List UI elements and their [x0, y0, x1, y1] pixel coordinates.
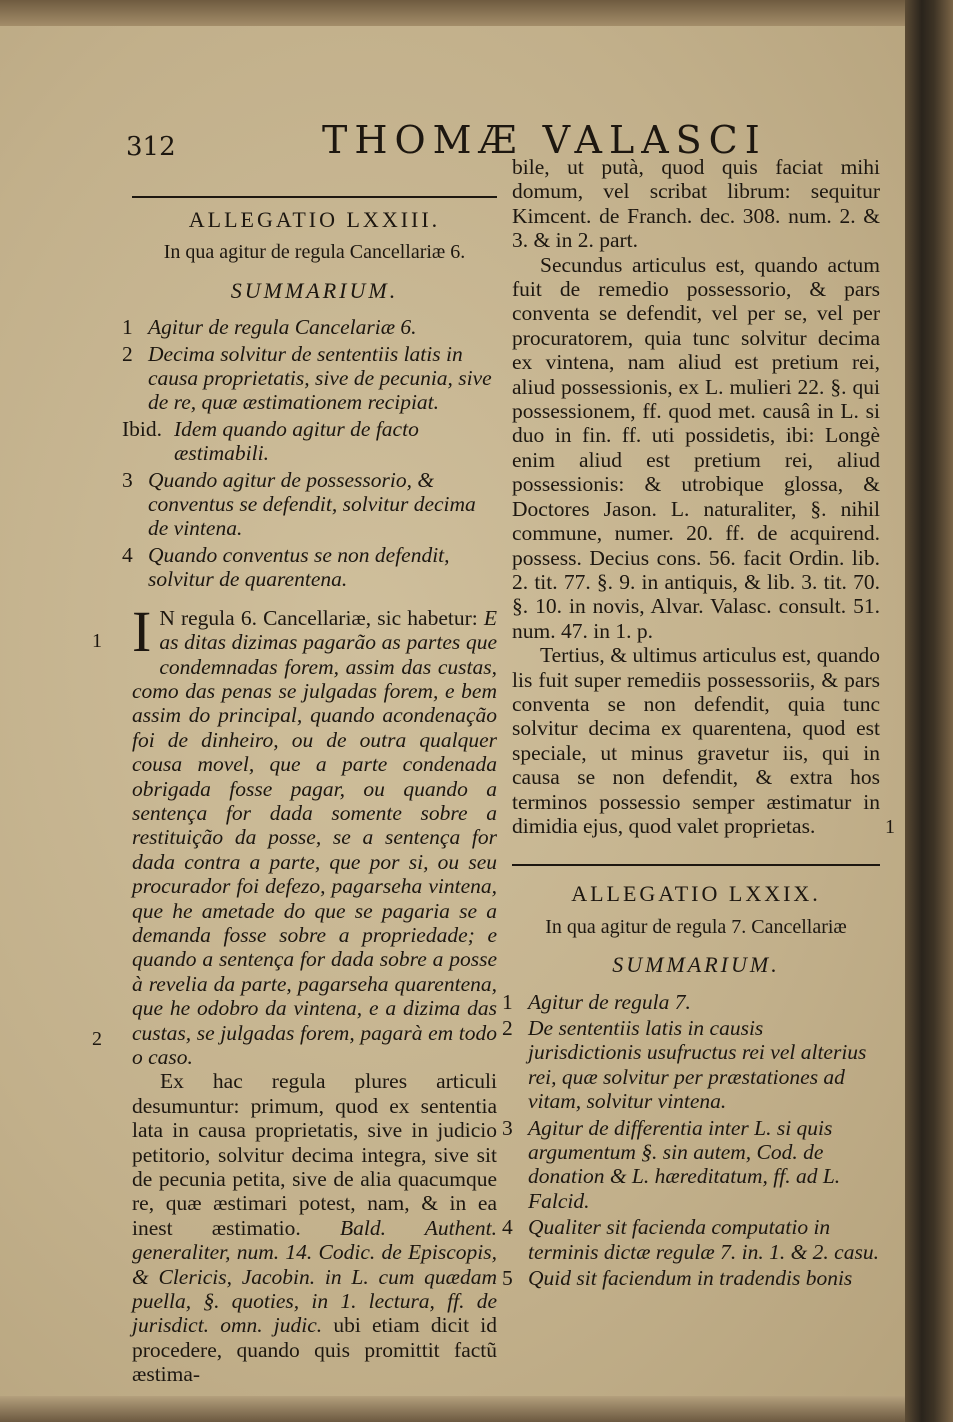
summary-item-text: De sententiis latis in causis jurisdictionis usufructus rei vel alterius rei, quæ solvitur per præstationes ad vitam, solvitur vintena. [528, 1016, 867, 1114]
summary-item [122, 542, 497, 592]
summary-item-number: 4 [122, 542, 133, 567]
paragraph-text: Ex hac regula plures articuli desumuntur: primum, quod ex sententia lata in causa proprietatis, sive in judicio petitorio, solvitur decima integra, sive sit de pecunia petita, sive de alia quacumque re, quæ æstimari potest, nam, & in ea inest æstimatio. [132, 1069, 497, 1240]
summary-item-text: Idem quando agitur de facto æstimabili. [174, 416, 419, 466]
summary-list [122, 315, 497, 592]
section-heading: ALLEGATIO LXXIX. [571, 881, 821, 907]
summary-item [122, 315, 497, 340]
summarium-title: SUMMARIUM. [230, 277, 399, 303]
summary-item-text: Quando agitur de possessorio, & conventus se defendit, solvitur decima de vintena. [148, 467, 476, 541]
summary-item-text: Agitur de regula 7. [528, 989, 691, 1014]
summary-item [502, 1115, 880, 1214]
divider-rule [132, 196, 497, 198]
page-bottom-edge [0, 1396, 905, 1422]
summarium-title: SUMMARIUM. [612, 952, 780, 978]
divider-rule [512, 864, 880, 866]
continuation-text: bile, ut putà, quod quis faciat mihi domum, vel scribat librum: sequitur Kimcent. de Franch. dec. 308. num. 2. & 3. & in 2. part. [512, 155, 880, 253]
summary-item [502, 1266, 880, 1291]
paragraph-secundus: Secundus articulus est, quando actum fuit de remedio possessorio, & pars conventa se defendit, vel per se, vel per procuratorem, quia tunc solvitur decima ex vintena, nam aliud est pretium rei, aliud possessionis, ex L. mulieri 22. §. qui possessionem, ff. quod met. causâ in L. si duo in fin. ff. uti possidetis, ibi: Longè enim aliud est pretium rei, aliud possessionis: & utrobique glossa, & Doctores Jason. L. naturaliter, §. nihil commune, numer. 20. ff. de acquirend. possess. Decius cons. 56. facit Ordin. lib. 2. tit. 77. §. 9. in antiquis, & lib. 3. tit. 70. §. 10. in novis, Alvar. Valasc. consult. 51. num. 47. in 1. p. [512, 252, 880, 643]
paragraph-regula [132, 598, 497, 1070]
summary-item [502, 1215, 880, 1264]
summary-item-number: 4 [502, 1215, 513, 1240]
summary-item [122, 416, 497, 466]
paragraph-tail: ubi etiam dicit id procedere, quando quis promittit factũ æstima- [132, 1313, 498, 1387]
summary-item-number: 3 [502, 1115, 513, 1140]
summary-item-text: Quando conventus se non defendit, solvitur de quarentena. [148, 542, 450, 592]
summary-item-number: 1 [502, 989, 513, 1014]
paragraph-tertius: Tertius, & ultimus articulus est, quando lis fuit super remediis possessoriis, & pars conventa se non defendit, quia tunc solvitur decima ex quarentena, quod est speciale, ut minus gravetur iis, qui in causa se non defendit, & extra hos terminos possessio semper æstimatur in dimidia ejus, quod valet proprietas. [512, 643, 880, 838]
page-number: 312 [126, 132, 176, 162]
paragraph-lead: N regula 6. Cancellariæ, sic habetur: [159, 605, 478, 630]
summary-item [502, 1016, 880, 1114]
section-subheading: In qua agitur de regula 7. Cancellariæ [545, 915, 847, 938]
summary-item-number: 3 [122, 467, 133, 492]
right-column [502, 155, 880, 1292]
summary-item-number: 5 [502, 1266, 513, 1291]
running-head: THOMÆ VALASCI [322, 118, 767, 162]
summary-item-text: Decima solvitur de sententiis latis in causa proprietatis, sive de pecunia, sive de re, quæ æstimationem recipiat. [148, 341, 492, 415]
citation: Bald. Authent. generaliter, num. 14. Codic. de Episcopis, & Clericis, Jacobin. in L. cum quædam puella, §. quoties, in 1. lectura, ff. de jurisdict. omn. judic. [132, 1215, 497, 1338]
left-column [122, 190, 498, 1387]
summary-item [122, 341, 497, 415]
page-top-edge [0, 0, 905, 26]
section-heading: ALLEGATIO LXXIII. [188, 207, 441, 232]
summary-item-number: Ibid. [122, 416, 163, 441]
summary-item-text: Qualiter sit facienda computatio in terminis dictæ regulæ 7. in. 1. & 2. casu. [528, 1215, 879, 1264]
summary-item [122, 467, 497, 541]
drop-cap: I [132, 598, 152, 664]
quoted-rule-text: E as ditas dizimas pagarão as partes que condemnadas forem, assim das custas, como das penas se julgadas forem, e bem assim do principal, quando acondenação foi de dinheiro, ou de outra qualquer cousa movel, que a parte condenada obrigada fosse pagar, ou quando a sentença for dada somente sobre a restituição da posse, se a sentença for dada contra a parte, que por si, ou seu procurador foi defezo, pagarseha vintena, que he ametade do que se pagaria se a demanda fosse sobre a propriedade; e quando a sentença for dada sobre a posse à revelia da parte, pagarseha quarentena, que he odobro da vintena, e a dizima das custas, se julgadas forem, pagarà em todo o caso. [132, 605, 497, 1069]
paragraph-articuli [132, 1069, 497, 1386]
margin-number: 1 [885, 816, 895, 838]
summary-item [502, 989, 880, 1014]
margin-number: 1 [92, 630, 102, 652]
summary-item-text: Agitur de regula Cancelariæ 6. [148, 315, 417, 340]
summary-item-text: Agitur de differentia inter L. si quis argumentum §. sin autem, Cod. de donation & L. hæreditatum, ff. ad L. Falcid. [528, 1115, 841, 1213]
summary-item-text: Quid sit faciendum in tradendis bonis [528, 1266, 853, 1291]
summary-item-number: 2 [502, 1016, 513, 1040]
margin-number: 2 [92, 1028, 102, 1050]
summary-item-number: 1 [122, 315, 133, 340]
summary-item-number: 2 [122, 341, 133, 366]
section-subheading: In qua agitur de regula Cancellariæ 6. [163, 241, 466, 264]
adjacent-page-edge [905, 0, 953, 1422]
summary-list [502, 989, 880, 1291]
